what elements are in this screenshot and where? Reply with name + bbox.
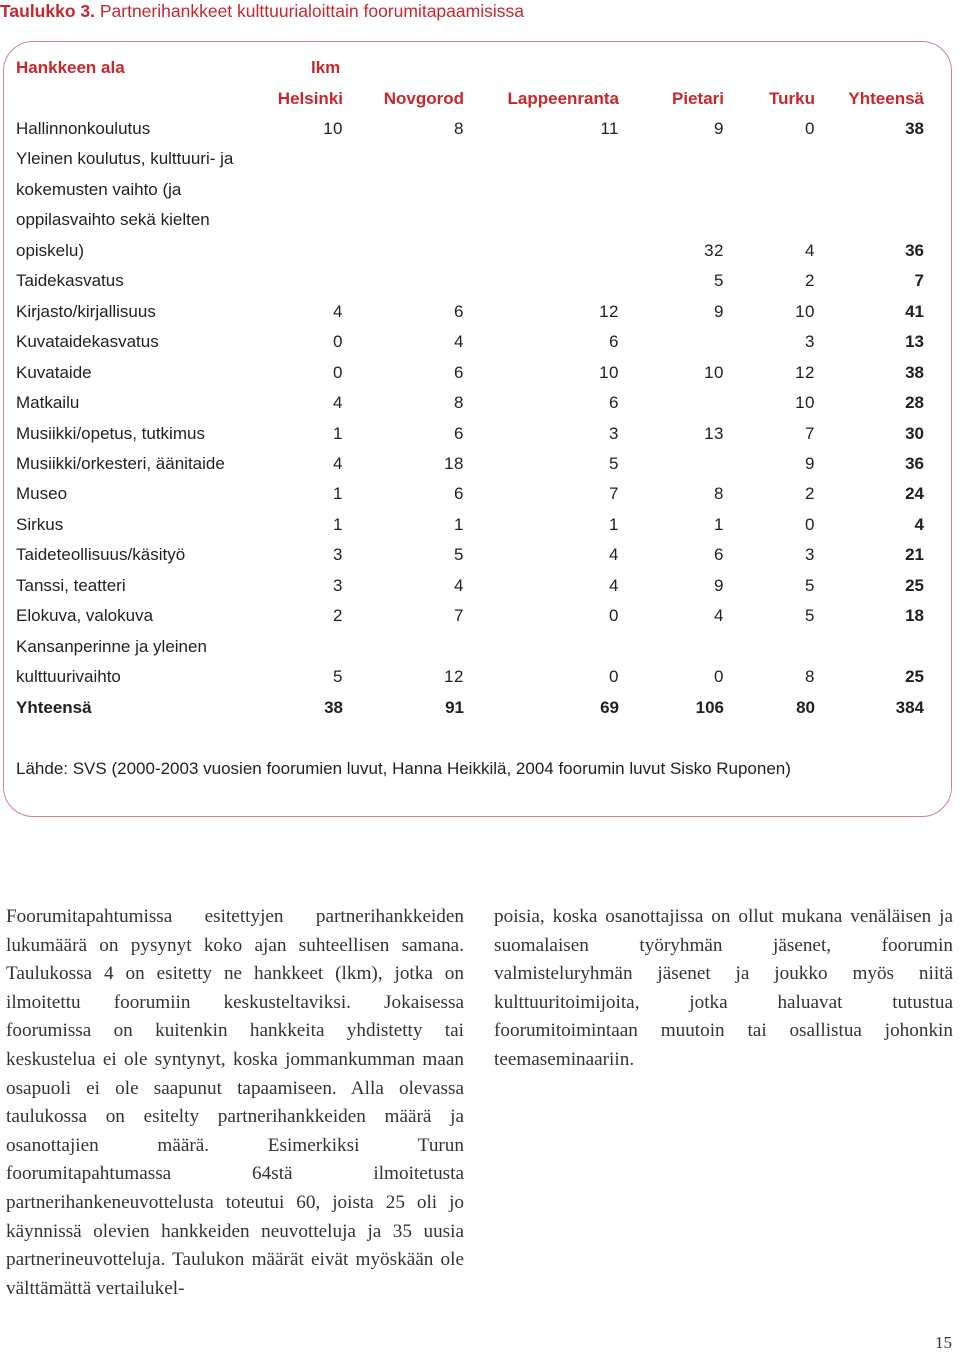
- row-label: Elokuva, valokuva: [16, 606, 154, 626]
- table-cell: 4: [805, 240, 815, 260]
- table-cell: 36: [905, 240, 924, 260]
- table-cell: 7: [454, 606, 464, 626]
- table-cell: 7: [805, 423, 815, 443]
- table-cell: 4: [914, 514, 924, 534]
- table-cell: 11: [600, 119, 619, 138]
- table-row: [0, 454, 960, 484]
- table-cell: 0: [805, 119, 815, 138]
- table-source: Lähde: SVS (2000-2003 vuosien foorumien luvut, Hanna Heikkilä, 2004 foorumin luvut Sisko Ruponen): [16, 759, 791, 778]
- body-text-left: Foorumitapahtumissa esitettyjen partnerihankkeiden lukumäärä on pysynyt koko ajan suhteellisen samana. Taulukossa 4 on esitetty ne hankkeet (lkm), jotka on ilmoitettu foorumiin keskusteltaviksi. Jokaisessa foorumissa on kuitenkin hankkeita yhdistetty tai keskustelua ei ole syntynyt, koska jommankumman maan osapuoli ei ole saapunut tapaamiseen. Alla olevassa taulukossa on esitelty partnerihankkeiden määrä ja osanottajien määrä. Esimerkiksi Turun foorumitapahtumassa 64stä ilmoitetusta partnerihankeneuvottelusta toteutui 60, joista 25 oli jo käynnissä olevien hankkeiden neuvotteluja ja 35 uusia partnerineuvotteluja. Taulukon määrät eivät myöskään ole välttämättä vertailukel-: [6, 906, 464, 1299]
- row-label: Taideteollisuus/käsityö: [16, 545, 186, 565]
- table-cell: 13: [704, 423, 724, 443]
- table-cell: 7: [609, 484, 619, 504]
- table-row: [0, 149, 960, 179]
- table-row: [0, 119, 960, 149]
- table-row: [0, 637, 960, 667]
- total-cell: 384: [895, 698, 924, 717]
- table-cell: 12: [444, 667, 464, 687]
- table-cell: 0: [609, 606, 619, 626]
- table-row: [0, 241, 960, 271]
- table-cell: 0: [714, 667, 724, 687]
- table-row: [0, 271, 960, 301]
- table-cell: 8: [454, 393, 464, 413]
- row-label: Hallinnonkoulutus: [16, 119, 151, 138]
- body-text-right: poisia, koska osanottajissa on ollut mukana venäläisen ja suomalaisen työryhmän jäsenet, foorumin valmisteluryhmän jäsenet ja joukko myös niitä kulttuuritoimijoita, jotka haluavat tutustua foorumitoimintaan muutoin tai osallistua johonkin teemaseminaariin.: [494, 906, 953, 1070]
- table-cell: 9: [714, 119, 724, 138]
- table-cell: 30: [905, 423, 924, 443]
- table-cell: 36: [905, 453, 924, 473]
- col-header-pietari: Pietari: [672, 89, 724, 108]
- table-row: [0, 515, 960, 545]
- table-cell: 6: [714, 545, 724, 565]
- table-cell: 1: [714, 514, 724, 534]
- table-cell: 4: [609, 545, 619, 565]
- row-label: oppilasvaihto sekä kielten: [16, 210, 210, 230]
- total-row: [0, 698, 960, 728]
- table-cell: 6: [454, 484, 464, 504]
- table-cell: 6: [454, 301, 464, 321]
- table-number: Taulukko 3.: [0, 1, 95, 21]
- row-label: Kuvataide: [16, 362, 92, 382]
- group-header-lkm: lkm: [311, 58, 341, 77]
- table-cell: 4: [333, 393, 343, 413]
- table-cell: 3: [609, 423, 619, 443]
- table-cell: 6: [454, 423, 464, 443]
- table-cell: 2: [333, 606, 343, 626]
- total-cell: 38: [324, 698, 343, 717]
- table-cell: 18: [905, 606, 924, 626]
- table-cell: 4: [609, 575, 619, 595]
- table-cell: 5: [805, 575, 815, 595]
- table-row: [0, 484, 960, 514]
- table-cell: 25: [905, 575, 924, 595]
- table-cell: 1: [333, 423, 343, 443]
- row-label: Kirjasto/kirjallisuus: [16, 301, 156, 321]
- table-cell: 10: [795, 393, 815, 413]
- table-cell: 4: [454, 332, 464, 352]
- table-cell: 3: [805, 332, 815, 352]
- col-header-yhteensa: Yhteensä: [848, 89, 924, 108]
- table-cell: 38: [905, 362, 924, 382]
- table-cell: 4: [714, 606, 724, 626]
- table-cell: 2: [805, 271, 815, 291]
- row-label: opiskelu): [16, 240, 85, 260]
- table-cell: 3: [333, 545, 343, 565]
- table-row: [0, 393, 960, 423]
- table-row: [0, 180, 960, 210]
- table-cell: 9: [805, 453, 815, 473]
- table-row: [0, 576, 960, 606]
- table-cell: 1: [333, 484, 343, 504]
- table-cell: 7: [914, 271, 924, 291]
- table-cell: 5: [333, 667, 343, 687]
- table-cell: 21: [905, 545, 924, 565]
- table-row: [0, 210, 960, 240]
- table-cell: 28: [905, 393, 924, 413]
- table-cell: 5: [714, 271, 724, 291]
- table-cell: 24: [905, 484, 924, 504]
- table-cell: 5: [805, 606, 815, 626]
- table-cell: 8: [454, 119, 464, 138]
- table-row: [0, 424, 960, 454]
- table-cell: 6: [609, 332, 619, 352]
- table-cell: 6: [609, 393, 619, 413]
- row-label: Sirkus: [16, 514, 64, 534]
- table-cell: 1: [454, 514, 464, 534]
- table-cell: 18: [444, 453, 464, 473]
- table-cell: 5: [454, 545, 464, 565]
- table-cell: 12: [795, 362, 815, 382]
- col-header-turku: Turku: [769, 89, 815, 108]
- table-cell: 9: [714, 575, 724, 595]
- page-number: 15: [935, 1333, 952, 1352]
- row-label: kulttuurivaihto: [16, 667, 121, 687]
- table-cell: 4: [333, 301, 343, 321]
- table-row: [0, 667, 960, 697]
- table-row: [0, 363, 960, 393]
- table-cell: 12: [599, 301, 619, 321]
- table-row: [0, 606, 960, 636]
- row-label: Musiikki/orkesteri, äänitaide: [16, 453, 225, 473]
- table-cell: 10: [704, 362, 724, 382]
- table-cell: 0: [609, 667, 619, 687]
- table-cell: 2: [805, 484, 815, 504]
- table-cell: 1: [609, 514, 619, 534]
- table-cell: 4: [333, 453, 343, 473]
- table-cell: 10: [599, 362, 619, 382]
- total-label: Yhteensä: [16, 698, 92, 717]
- row-label: Tanssi, teatteri: [16, 575, 126, 595]
- row-label: Musiikki/opetus, tutkimus: [16, 423, 205, 443]
- table-cell: 8: [714, 484, 724, 504]
- table-cell: 3: [333, 575, 343, 595]
- col-header-helsinki: Helsinki: [277, 89, 343, 108]
- row-label: Matkailu: [16, 393, 80, 413]
- table-row: [0, 302, 960, 332]
- total-cell: 80: [796, 698, 815, 717]
- row-label: Museo: [16, 484, 68, 504]
- total-cell: 69: [600, 698, 619, 717]
- table-cell: 13: [905, 332, 924, 352]
- row-header: Hankkeen ala: [16, 58, 125, 77]
- row-label: Kansanperinne ja yleinen: [16, 636, 207, 656]
- table-cell: 0: [333, 332, 343, 352]
- table-cell: 41: [905, 301, 924, 321]
- row-label: Taidekasvatus: [16, 271, 124, 291]
- table-cell: 5: [609, 453, 619, 473]
- table-cell: 0: [333, 362, 343, 382]
- table-row: [0, 545, 960, 575]
- total-cell: 106: [695, 698, 724, 717]
- col-header-lappeenranta: Lappeenranta: [507, 89, 619, 108]
- row-label: kokemusten vaihto (ja: [16, 179, 182, 199]
- table-cell: 1: [333, 514, 343, 534]
- total-cell: 91: [445, 698, 464, 717]
- col-header-novgorod: Novgorod: [383, 89, 464, 108]
- table-cell: 9: [714, 301, 724, 321]
- table-cell: 38: [905, 119, 924, 138]
- table-cell: 0: [805, 514, 815, 534]
- table-cell: 8: [805, 667, 815, 687]
- table-cell: 10: [323, 119, 343, 138]
- table-caption: [0, 1, 524, 22]
- table-row: [0, 332, 960, 362]
- table-cell: 6: [454, 362, 464, 382]
- row-label: Kuvataidekasvatus: [16, 332, 159, 352]
- table-cell: 4: [454, 575, 464, 595]
- table-cell: 3: [805, 545, 815, 565]
- row-label: Yleinen koulutus, kulttuuri- ja: [16, 149, 234, 169]
- table-cell: 25: [905, 667, 924, 687]
- table-cell: 32: [704, 240, 724, 260]
- table-cell: 10: [795, 301, 815, 321]
- table-title: Partnerihankkeet kulttuurialoittain foorumitapaamisissa: [99, 1, 524, 21]
